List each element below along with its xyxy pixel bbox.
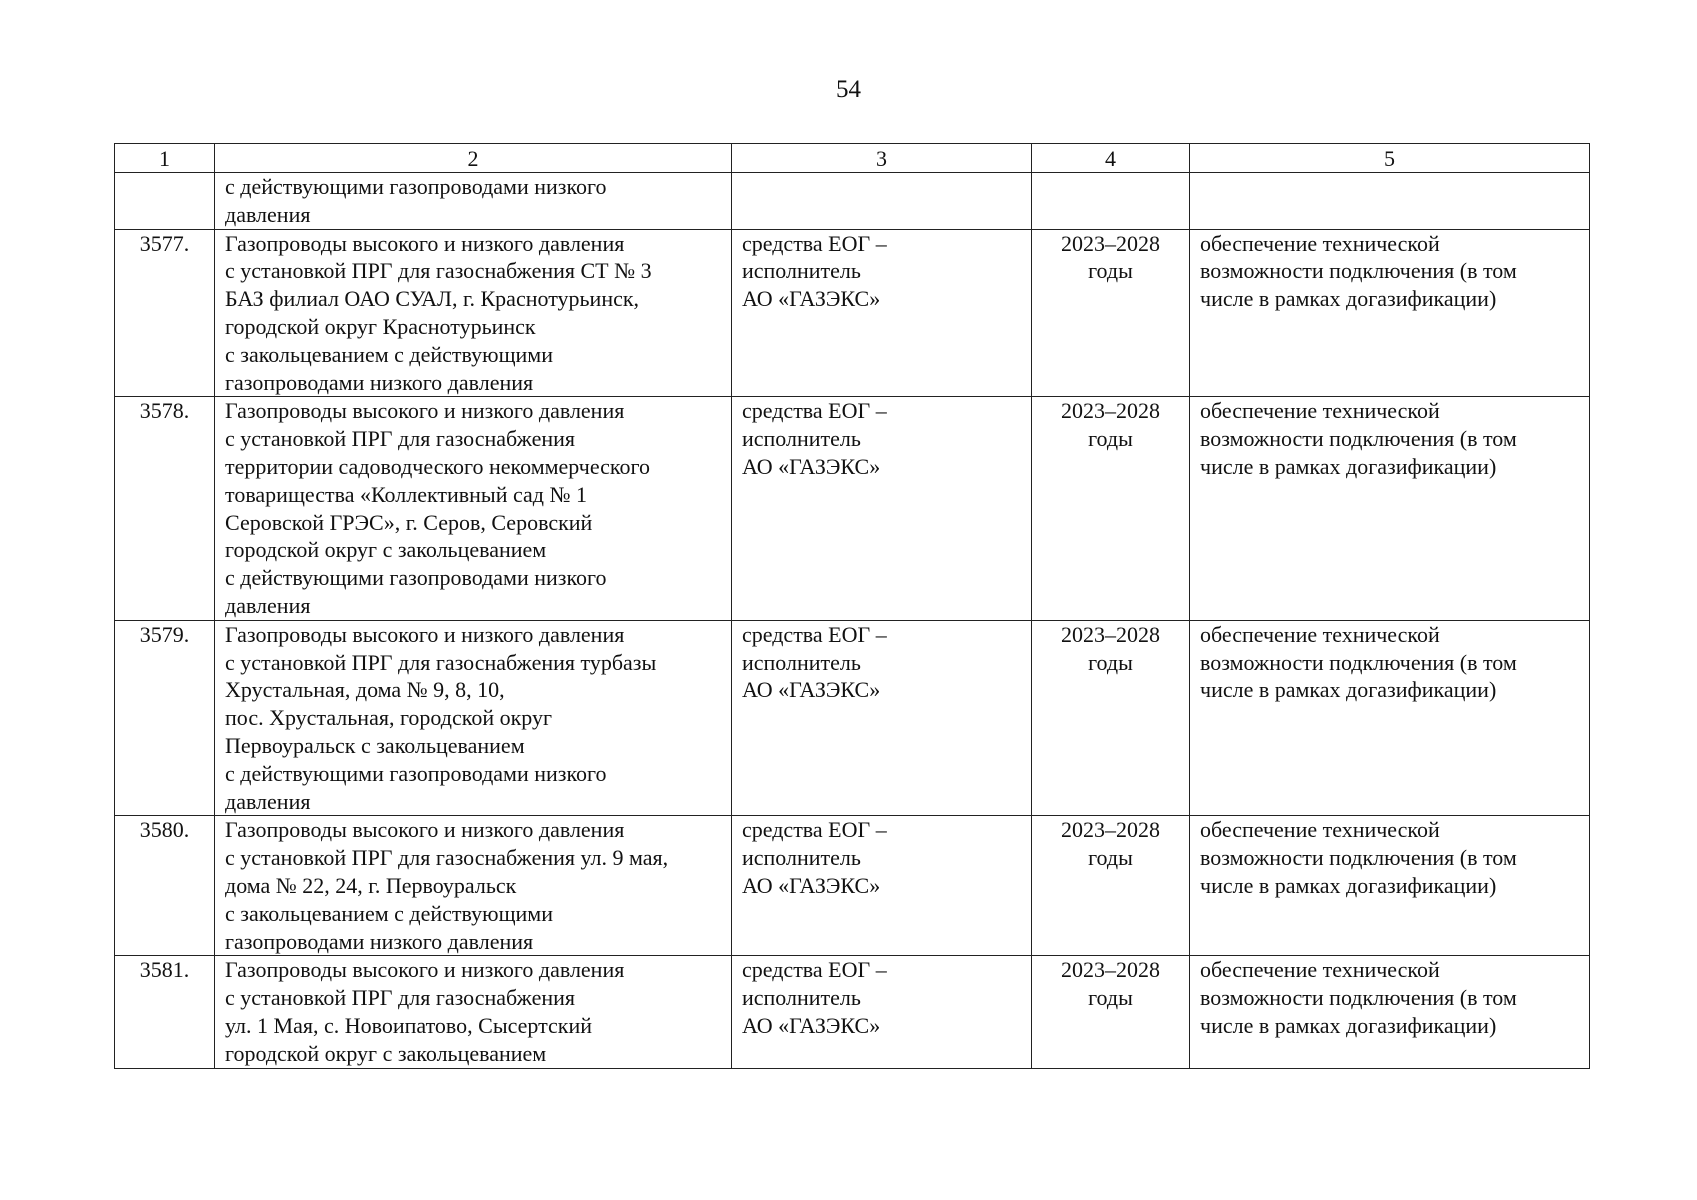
funding-source: средства ЕОГ – исполнитель АО «ГАЗЭКС» [732, 956, 1032, 1068]
funding-source: средства ЕОГ – исполнитель АО «ГАЗЭКС» [732, 397, 1032, 620]
implementation-period: 2023–2028 годы [1032, 816, 1190, 956]
column-header: 2 [215, 144, 732, 173]
table-row [115, 229, 1590, 397]
purpose: обеспечение технической возможности подключения (в том числе в рамках догазификации) [1190, 620, 1590, 816]
table-row [115, 956, 1590, 1068]
row-number: 3580. [115, 816, 215, 956]
implementation-period [1032, 173, 1190, 230]
data-table [114, 143, 1590, 1069]
object-name: с действующими газопроводами низкого давления [215, 173, 732, 230]
purpose: обеспечение технической возможности подключения (в том числе в рамках догазификации) [1190, 229, 1590, 397]
purpose [1190, 173, 1590, 230]
implementation-period: 2023–2028 годы [1032, 397, 1190, 620]
funding-source [732, 173, 1032, 230]
funding-source: средства ЕОГ – исполнитель АО «ГАЗЭКС» [732, 620, 1032, 816]
row-number: 3579. [115, 620, 215, 816]
table-row [115, 397, 1590, 620]
object-name: Газопроводы высокого и низкого давления с установкой ПРГ для газоснабжения ул. 9 мая, дома № 22, 24, г. Первоуральск с закольцеванием с действующими газопроводами низкого давления [215, 816, 732, 956]
table-row [115, 816, 1590, 956]
column-header: 3 [732, 144, 1032, 173]
column-header: 1 [115, 144, 215, 173]
funding-source: средства ЕОГ – исполнитель АО «ГАЗЭКС» [732, 229, 1032, 397]
column-header: 5 [1190, 144, 1590, 173]
object-name: Газопроводы высокого и низкого давления с установкой ПРГ для газоснабжения СТ № 3 БАЗ филиал ОАО СУАЛ, г. Краснотурьинск, городской округ Краснотурьинск с закольцеванием с действующими газопроводами низкого давления [215, 229, 732, 397]
object-name: Газопроводы высокого и низкого давления с установкой ПРГ для газоснабжения ул. 1 Мая, с. Новоипатово, Сысертский городской округ с закольцеванием [215, 956, 732, 1068]
column-header: 4 [1032, 144, 1190, 173]
row-number: 3578. [115, 397, 215, 620]
table-row [115, 620, 1590, 816]
implementation-period: 2023–2028 годы [1032, 620, 1190, 816]
purpose: обеспечение технической возможности подключения (в том числе в рамках догазификации) [1190, 397, 1590, 620]
implementation-period: 2023–2028 годы [1032, 229, 1190, 397]
funding-source: средства ЕОГ – исполнитель АО «ГАЗЭКС» [732, 816, 1032, 956]
object-name: Газопроводы высокого и низкого давления с установкой ПРГ для газоснабжения территории садоводческого некоммерческого товарищества «Коллективный сад № 1 Серовской ГРЭС», г. Серов, Серовский городской округ с закольцеванием с действующими газопроводами низкого давления [215, 397, 732, 620]
row-number: 3577. [115, 229, 215, 397]
purpose: обеспечение технической возможности подключения (в том числе в рамках догазификации) [1190, 816, 1590, 956]
column-header-row [115, 144, 1590, 173]
row-number: 3581. [115, 956, 215, 1068]
implementation-period: 2023–2028 годы [1032, 956, 1190, 1068]
row-number [115, 173, 215, 230]
table-row-continuation [115, 173, 1590, 230]
page-number: 54 [836, 76, 861, 103]
purpose: обеспечение технической возможности подключения (в том числе в рамках догазификации) [1190, 956, 1590, 1068]
object-name: Газопроводы высокого и низкого давления с установкой ПРГ для газоснабжения турбазы Хрустальная, дома № 9, 8, 10, пос. Хрустальная, городской округ Первоуральск с закольцеванием с действующими газопроводами низкого давления [215, 620, 732, 816]
